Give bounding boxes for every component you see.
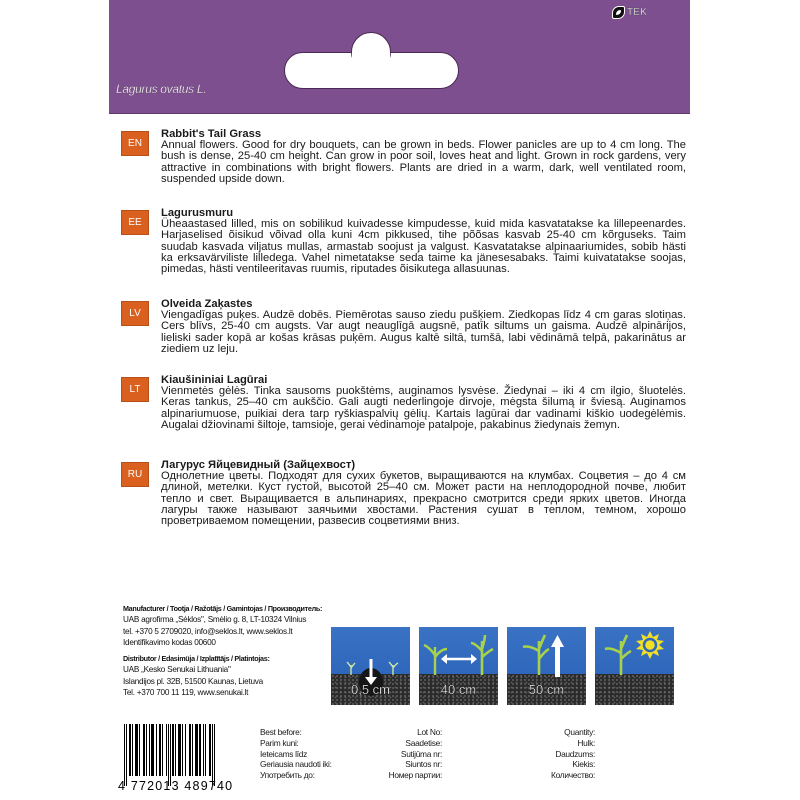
best-before-label: Употребить до: (260, 770, 315, 781)
lang-badge-ru: RU (121, 462, 149, 487)
lang-badge-en: EN (121, 131, 149, 156)
latin-name: Lagurus ovatus L. (116, 82, 207, 96)
plant-height-label: 50 cm (528, 682, 565, 697)
plant-spacing-label: 40 cm (440, 682, 477, 697)
hang-hole-join (352, 52, 390, 74)
brand-logo (612, 6, 647, 19)
full-sun-icon (595, 627, 674, 705)
planting-icons (331, 627, 674, 705)
quantity-label: Kiekis: (572, 759, 595, 770)
section-title: Olveida Zaķastes (161, 298, 253, 310)
leaf-icon (612, 6, 625, 19)
quantity-label: Hulk: (577, 737, 595, 748)
lot-number-labels (320, 727, 442, 781)
plant-height-icon (507, 627, 586, 705)
barcode-bars (124, 724, 234, 784)
manufacturer-line: UAB agrofirma „Sėklos", Smėlio g. 8, LT-10324 Vilnius (123, 615, 307, 625)
quantity-labels (460, 727, 595, 781)
section-text: Однолетние цветы. Подходят для сухих букетов, выращиваются на клумбах. Соцветия – до 4 см длиной, метелки. Куст густой, высотой 25–40 см. Может расти на неплодородной почве, любит тепло и свет. Выращивается в альпинариях, прекрасно смотрится среди ярких цветов. Иногда лагуры также называют заячьими хвостами. Растения сушат в теплом, темном, хорошо проветриваемом помещении, развесив соцветиями вниз. (161, 470, 686, 528)
section-title: Kiaušininiai Lagūrai (161, 374, 268, 386)
section-ee (121, 208, 686, 275)
manufacturer-info (123, 603, 322, 698)
lot-label: Lot No: (417, 727, 442, 737)
lang-badge-ee: EE (121, 210, 149, 235)
section-text: Annual flowers. Good for dry bouquets, can be grown in beds. Flower panicles are up to 4 cm long. The bush is dense, 25-40 cm height. Can grow in poor soil, loves heat and light. Grown in rock gardens, very attractive in combinations with bright flowers. Plants are dried in a warm, dark, well ventilated room, suspended upside down. (161, 139, 686, 185)
header-banner (109, 0, 690, 114)
section-title: Лагурус Яйцевидный (Зайцехвост) (161, 459, 356, 471)
lot-label: Siuntos nr: (405, 759, 442, 770)
plant-spacing-icon (419, 627, 498, 705)
section-ru (121, 460, 686, 527)
best-before-label: Ieteicams līdz (260, 748, 307, 759)
distributor-line: UAB „Kesko Senukai Lithuania" (123, 665, 231, 675)
lot-label: Saadetise: (405, 737, 442, 748)
lot-label: Sutijūma nr: (400, 748, 442, 759)
manufacturer-line: tel. +370 5 2709020, info@seklos.lt, www.seklos.lt (123, 626, 293, 636)
section-title: Lagurusmuru (161, 207, 234, 219)
barcode (118, 724, 236, 794)
brand-name: TEK (626, 7, 647, 18)
quantity-label: Количество: (550, 770, 595, 781)
lang-badge-lv: LV (121, 301, 149, 326)
lang-badge-lt: LT (121, 377, 149, 402)
distributor-line: Islandijos pl. 32B, 51500 Kaunas, Lietuva (123, 676, 263, 686)
lot-label: Номер партии: (388, 770, 442, 781)
section-text: Üheaastased lilled, mis on sobilikud kuivadesse kimpudesse, kuid mida kasvatatakse ka lillepeenardes. Harjaselised õisikud võivad olla kuni 4cm pikkused, tihe põõsas kasvab 25-40 cm kõrguseks. Taim suudab kasvada viljatus mullas, armastab soojust ja valgust. Kasvatatakse alpinaariumides, sobib hästi ka erksavärviliste lilledega. Vahel nimetatakse seda taime ka jänesesabaks. Taimi kuivatatakse soojas, pimedas, hästi ventileeritavas ruumis, riputades õisikutega allasuunas. (161, 218, 686, 276)
section-title: Rabbit's Tail Grass (161, 128, 262, 140)
best-before-label: Best before: (260, 727, 302, 737)
best-before-label: Parim kuni: (260, 737, 299, 748)
distributor-info (123, 653, 322, 698)
section-lt (121, 375, 686, 431)
section-text: Viengadīgas puķes. Audzē dobēs. Piemērotas sauso ziedu pušķiem. Ziedkopas līdz 4 cm garas slotiņas. Cers blīvs, 25-40 cm augsts. Var augt neauglīgā augsnē, patīk siltums un gaisma. Audzē alpinārijos, lieliski sader kopā ar košas krāsas puķēm. Augus kaltē siltā, tumšā, labi vēdināmā telpā, pakarinātus ar ziediem uz leju. (161, 309, 686, 355)
section-en (121, 129, 686, 185)
quantity-label: Daudzums: (555, 748, 595, 759)
distributor-label: Distributor / Edasimüja / Izplatītājs / Platintojas: (123, 654, 270, 664)
manufacturer-label: Manufacturer / Tootja / Ražotājs / Gamintojas / Производитель: (123, 604, 323, 613)
barcode-number: 4 772013 489740 (118, 779, 234, 793)
manufacturer-line: Identifikavimo kodas 00600 (123, 637, 216, 647)
quantity-label: Quantity: (564, 727, 595, 737)
section-text: Vienmetės gėlės. Tinka sausoms puokštėms, auginamos lysvėse. Žiedynai – iki 4 cm ilgio, šluotelės. Keras tankus, 25–40 cm aukščio. Gali augti nederlingoje dirvoje, mėgsta šilumą ir šviesą. Auginamos alpinariumuose, puikiai dera tarp ryškiaspalvių gėlių. Kartais lagūrai dar vadinami kiškio uodegėlėmis. Augalai džiovinami šiltoje, tamsioje, gerai vėdinamoje patalpoje, pakabinus žiedynais žemyn. (161, 385, 686, 431)
sowing-depth-icon (331, 627, 410, 705)
sowing-depth-label: 0,5 cm (350, 682, 390, 697)
best-before-label: Geriausia naudoti iki: (260, 759, 332, 770)
section-lv (121, 299, 686, 355)
distributor-line: Tel. +370 700 11 119, www.senukai.lt (123, 688, 249, 698)
